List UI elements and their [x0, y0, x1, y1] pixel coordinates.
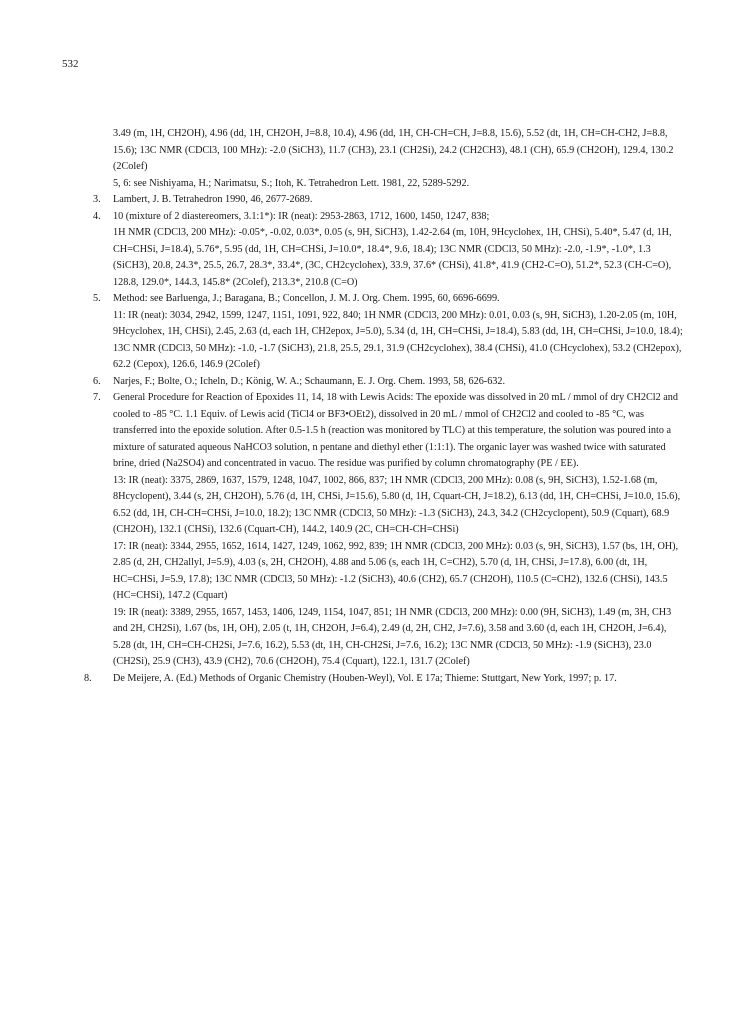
- page-number: 532: [62, 58, 79, 70]
- reference-item: [93, 374, 683, 391]
- reference-text: General Procedure for Reaction of Epoxides 11, 14, 18 with Lewis Acids: The epoxide was dissolved in 20 mL / mmol of dry CH2Cl2 and cooled to -85 °C. 1.1 Equiv. of Lewis acid (TiCl4 or BF3•OEt2), dissolved in 20 mL / mmol of CH2Cl2 and cooled to -85 °C, was transferred into the epoxide solution. After 0.5-1.5 h (reaction was monitored by TLC) at this temperature, the solution was poured into a mixture of saturated aqueous NaHCO3 solution, n pentane and diethyl ether (1:1:1). The organic layer was washed twice with saturated brine, dried (Na2SO4) and concentrated in vacuo. The residue was purified by column chromatography (PE / EE).: [113, 392, 678, 469]
- reference-number: 3.: [93, 194, 101, 205]
- reference-number: 5.: [93, 293, 101, 304]
- continued-paragraph: 3.49 (m, 1H, CH2OH), 4.96 (dd, 1H, CH2OH, J=8.8, 10.4), 4.96 (dd, 1H, CH-CH=CH, J=8.8, 15.6), 5.52 (dt, 1H, CH=CH-CH2, J=8.8, 15.6); 13C NMR (CDCl3, 100 MHz): -2.0 (SiCH3), 11.7 (CH3), 23.1 (CH2Si), 24.2 (CH2CH3), 48.1 (CH), 65.9 (CH2OH), 129.4, 130.2 (2Colef): [113, 128, 674, 172]
- reference-number: 6.: [93, 375, 101, 387]
- reference-text: 13: IR (neat): 3375, 2869, 1637, 1579, 1248, 1047, 1002, 866, 837; 1H NMR (CDCl3, 200 MHz): 0.08 (s, 9H, SiCH3), 1.52-1.68 (m, 8Hcyclopent), 3.44 (s, 2H, CH2OH), 5.76 (d, 1H, CHSi, J=15.6), 5.80 (d, 1H, Cquart-CH, J=18.2), 6.13 (dd, 1H, CH=CHSi, J=10.0, 15.6), 6.52 (dd, 1H, CH-CH=CHSi, J=10.0, 18.2); 13C NMR (CDCl3, 50 MHz): -1.3 (SiCH3), 24.3, 34.2 (CH2cyclopent), 50.9 (Cquart), 68.9 (CH2OH), 132.1 (CHSi), 132.6 (Cquart-CH), 144.2, 140.9 (2C, CH=CH-CH=CHSi): [113, 474, 681, 535]
- reference-item: [84, 671, 683, 688]
- reference-text: 17: IR (neat): 3344, 2955, 1652, 1614, 1427, 1249, 1062, 992, 839; 1H NMR (CDCl3, 200 MHz): 0.03 (s, 9H, SiCH3), 1.57 (bs, 1H, OH), 2.85 (d, 2H, CH2allyl, J=5.9), 4.03 (s, 2H, CH2OH), 4.88 and 5.06 (s, each 1H, C=CH2), 5.70 (d, 1H, CHSi, J=17.8), 6.00 (dt, 1H, HC=CHSi, J=5.9, 17.8); 13C NMR (CDCl3, 50 MHz): -1.2 (SiCH3), 40.6 (CH2), 65.7 (CH2OH), 110.5 (C=CH2), 132.6 (CHSi), 143.5 (HC=CHSi), 147.2 (Cquart): [113, 540, 679, 601]
- citation-line: 5, 6: see Nishiyama, H.; Narimatsu, S.; Itoh, K. Tetrahedron Lett. 1981, 22, 5289-5292.: [113, 177, 470, 189]
- reference-text: Lambert, J. B. Tetrahedron 1990, 46, 2677-2689.: [113, 194, 313, 205]
- reference-text: Method: see Barluenga, J.; Baragana, B.; Concellon, J. M. J. Org. Chem. 1995, 60, 6696-6699.: [113, 293, 500, 304]
- reference-list: [84, 126, 683, 687]
- reference-item: [93, 390, 683, 671]
- reference-number: 4.: [93, 210, 101, 222]
- reference-item: [93, 291, 683, 374]
- reference-text: Narjes, F.; Bolte, O.; Icheln, D.; König, W. A.; Schaumann, E. J. Org. Chem. 1993, 58, 626-632.: [113, 375, 506, 387]
- reference-number: 8.: [84, 672, 92, 684]
- reference-number: 7.: [93, 392, 101, 403]
- reference-text: 11: IR (neat): 3034, 2942, 1599, 1247, 1151, 1091, 922, 840; 1H NMR (CDCl3, 200 MHz): 0.01, 0.03 (s, 9H, SiCH3), 1.20-2.05 (m, 10H, 9Hcyclohex, 1H, CHSi), 2.45, 2.63 (d, each 1H, CH2epox, J=5.0), 5.34 (d, 1H, CH=CHSi, J=18.4), 5.83 (dd, 1H, CH=CHSi, J=10.0, 18.4); 13C NMR (CDCl3, 50 MHz): -1.0, -1.7 (SiCH3), 21.8, 25.5, 29.1, 31.9 (CH2cyclohex), 38.4 (CHSi), 41.0 (CHcyclohex), 53.2 (CH2epox), 62.2 (Cepox), 126.6, 146.9 (2Colef): [113, 309, 683, 370]
- reference-item: [93, 209, 683, 292]
- reference-item: [93, 192, 683, 209]
- reference-text: De Meijere, A. (Ed.) Methods of Organic Chemistry (Houben-Weyl), Vol. E 17a; Thieme: Stuttgart, New York, 1997; p. 17.: [113, 672, 617, 684]
- reference-text: 10 (mixture of 2 diastereomers, 3.1:1*): IR (neat): 2953-2863, 1712, 1600, 1450, 1247, 838;: [113, 210, 490, 222]
- reference-text: 19: IR (neat): 3389, 2955, 1657, 1453, 1406, 1249, 1154, 1047, 851; 1H NMR (CDCl3, 200 MHz): 0.00 (9H, SiCH3), 1.49 (m, 3H, CH3 and 2H, CH2Si), 1.67 (bs, 1H, OH), 2.05 (t, 1H, CH2OH, J=6.4), 2.49 (d, 2H, CH2, J=7.6), 3.58 and 3.60 (d, each 1H, CH2OH, J=6.4), 5.28 (dt, 1H, CH=CH-CH2Si, J=7.6, 16.2), 5.53 (dt, 1H, CH-CH2Si, J=7.6, 16.2); 13C NMR (CDCl3, 50 MHz): -1.9 (SiCH3), 23.0 (CH2Si), 25.9 (CH3), 43.9 (CH2), 70.6 (CH2OH), 75.4 (Cquart), 122.1, 131.7 (2Colef): [113, 606, 672, 667]
- reference-text: 1H NMR (CDCl3, 200 MHz): -0.05*, -0.02, 0.03*, 0.05 (s, 9H, SiCH3), 1.42-2.64 (m, 10H, 9Hcyclohex, 1H, CHSi), 5.40*, 5.47 (d, 1H, CH=CHSi, J=18.4), 5.76*, 5.95 (dd, 1H, CH=CHSi, J=10.0*, 18.4*, 9.6, 18.4); 13C NMR (CDCl3, 50 MHz): -2.0, -1.9*, -1.0*, 1.3 (SiCH3), 20.8, 24.3*, 25.5, 26.7, 28.3*, 33.4*, (3C, CH2cyclohex), 33.9, 37.6* (CHSi), 41.8*, 41.9 (CH2-C=O), 51.2*, 52.3 (CH-C=O), 128.8, 129.0*, 144.3, 145.8* (2Colef), 213.3*, 210.8 (C=O): [113, 227, 672, 288]
